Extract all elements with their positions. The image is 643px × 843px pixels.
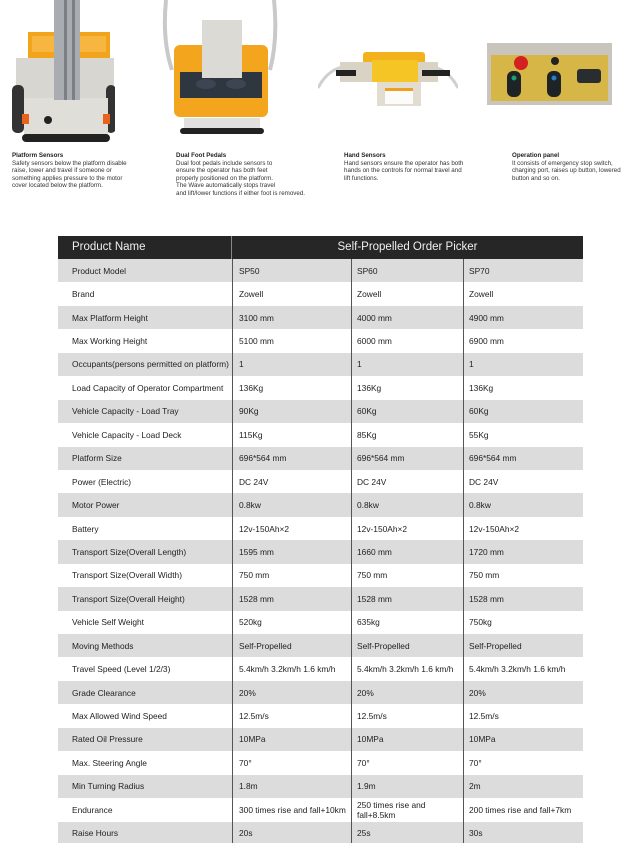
spec-label: Rated Oil Pressure	[72, 734, 143, 745]
spec-label: Endurance	[72, 804, 113, 815]
spec-value-sp70: 1	[463, 353, 583, 376]
spec-value-sp50: Self-Propelled	[232, 634, 351, 657]
feature-text-line: raise, lower and travel if someone or	[12, 167, 112, 175]
spec-value-sp60: 6000 mm	[351, 329, 463, 352]
spec-value-sp50: 12.5m/s	[232, 704, 351, 727]
spec-label: Raise Hours	[72, 828, 119, 839]
spec-value-sp70: 750 mm	[463, 564, 583, 587]
spec-value-sp60: 20%	[351, 681, 463, 704]
feature-text-line: button and so on.	[512, 174, 560, 182]
feature-title: Dual Foot Pedals	[176, 152, 227, 159]
spec-value-sp70: 60Kg	[463, 400, 583, 423]
table-row	[58, 587, 583, 610]
feature-text-line: It consists of emergency stop switch,	[512, 159, 613, 167]
product-type-header: Self-Propelled Order Picker	[337, 241, 478, 253]
spec-label: Battery	[72, 523, 99, 534]
spec-value-sp70: 10MPa	[463, 728, 583, 751]
spec-value-sp70: 70°	[463, 751, 583, 774]
feature-text-line: Hand sensors ensure the operator has both	[344, 159, 464, 167]
feature-text-line: and lift/lower functions if either foot is removed.	[176, 189, 305, 197]
spec-label: Load Capacity of Operator Compartment	[72, 382, 224, 393]
spec-value-sp60: 1528 mm	[351, 587, 463, 610]
spec-table-body	[58, 259, 583, 843]
table-row	[58, 634, 583, 657]
spec-value-sp50: 750 mm	[232, 564, 351, 587]
table-row	[58, 306, 583, 329]
spec-value-sp60: DC 24V	[351, 470, 463, 493]
table-row	[58, 259, 583, 282]
operation-panel-photo	[487, 43, 612, 105]
table-row	[58, 822, 583, 843]
spec-value-sp60: 12.5m/s	[351, 704, 463, 727]
spec-value-sp70: 55Kg	[463, 423, 583, 446]
spec-value-sp60: 635kg	[351, 611, 463, 634]
spec-label: Moving Methods	[72, 640, 134, 651]
feature-text-line: The Wave automatically stops travel	[176, 182, 276, 190]
table-row	[58, 517, 583, 540]
spec-value-sp70: 12v-150Ah×2	[463, 517, 583, 540]
table-row	[58, 798, 583, 821]
feature-text-line: lift functions.	[344, 174, 379, 182]
spec-value-sp60: SP60	[351, 259, 463, 282]
spec-value-sp60: 250 times rise and fall+8.5km	[351, 798, 463, 821]
spec-label: Max Working Height	[72, 336, 148, 347]
spec-value-sp50: 12v-150Ah×2	[232, 517, 351, 540]
table-row	[58, 282, 583, 305]
table-row	[58, 329, 583, 352]
spec-value-sp60: 70°	[351, 751, 463, 774]
spec-value-sp70: 30s	[463, 822, 583, 843]
spec-value-sp60: 1	[351, 353, 463, 376]
feature-title: Operation panel	[512, 152, 560, 159]
table-row	[58, 376, 583, 399]
spec-value-sp50: Zowell	[232, 282, 351, 305]
table-row	[58, 540, 583, 563]
spec-table-header	[58, 236, 583, 259]
spec-value-sp70: Self-Propelled	[463, 634, 583, 657]
hand-sensors-photo	[318, 48, 458, 106]
spec-label: Transport Size(Overall Height)	[72, 593, 185, 604]
spec-label: Vehicle Self Weight	[72, 617, 145, 628]
spec-label: Motor Power	[72, 500, 120, 511]
spec-label: Platform Size	[72, 453, 122, 464]
spec-label: Transport Size(Overall Width)	[72, 570, 182, 581]
feature-hand-sensors	[344, 152, 494, 182]
table-row	[58, 470, 583, 493]
spec-label: Max. Steering Angle	[72, 757, 147, 768]
spec-label: Grade Clearance	[72, 687, 136, 698]
spec-label: Brand	[72, 289, 95, 300]
spec-label: Vehicle Capacity - Load Tray	[72, 406, 179, 417]
spec-label: Power (Electric)	[72, 476, 132, 487]
spec-value-sp50: 3100 mm	[232, 306, 351, 329]
table-row	[58, 611, 583, 634]
spec-value-sp70: 5.4km/h 3.2km/h 1.6 km/h	[463, 657, 583, 680]
spec-value-sp50: 5.4km/h 3.2km/h 1.6 km/h	[232, 657, 351, 680]
spec-value-sp50: 136Kg	[232, 376, 351, 399]
spec-value-sp60: 1660 mm	[351, 540, 463, 563]
spec-value-sp70: Zowell	[463, 282, 583, 305]
spec-value-sp50: 20%	[232, 681, 351, 704]
spec-value-sp50: 20s	[232, 822, 351, 843]
spec-value-sp70: 200 times rise and fall+7km	[463, 798, 583, 821]
table-row	[58, 447, 583, 470]
spec-value-sp70: SP70	[463, 259, 583, 282]
spec-value-sp70: 2m	[463, 775, 583, 798]
feature-text-line: Dual foot pedals include sensors to	[176, 159, 273, 167]
spec-value-sp50: 90Kg	[232, 400, 351, 423]
spec-value-sp60: 60Kg	[351, 400, 463, 423]
spec-value-sp60: 4000 mm	[351, 306, 463, 329]
feature-text-line: ensure the operator has both feet	[176, 167, 268, 175]
spec-value-sp70: DC 24V	[463, 470, 583, 493]
table-row	[58, 493, 583, 516]
table-row	[58, 564, 583, 587]
spec-value-sp60: 12v-150Ah×2	[351, 517, 463, 540]
spec-value-sp60: 696*564 mm	[351, 447, 463, 470]
feature-title: Platform Sensors	[12, 152, 64, 159]
feature-text-line: charging port, raises up button, lowered	[512, 167, 621, 175]
spec-value-sp50: 5100 mm	[232, 329, 351, 352]
spec-value-sp60: 10MPa	[351, 728, 463, 751]
spec-value-sp50: DC 24V	[232, 470, 351, 493]
table-row	[58, 353, 583, 376]
spec-table	[58, 236, 583, 843]
spec-value-sp70: 20%	[463, 681, 583, 704]
spec-value-sp70: 4900 mm	[463, 306, 583, 329]
feature-text-line: something applies pressure to the motor	[12, 174, 123, 182]
spec-value-sp50: 300 times rise and fall+10km	[232, 798, 351, 821]
spec-label: Min Turning Radius	[72, 781, 145, 792]
spec-value-sp70: 696*564 mm	[463, 447, 583, 470]
spec-value-sp60: 750 mm	[351, 564, 463, 587]
table-row	[58, 400, 583, 423]
spec-label: Travel Speed (Level 1/2/3)	[72, 664, 171, 675]
feature-text-line: cover located below the platform.	[12, 182, 103, 190]
spec-value-sp50: 1595 mm	[232, 540, 351, 563]
table-row	[58, 657, 583, 680]
spec-value-sp50: 115Kg	[232, 423, 351, 446]
spec-value-sp70: 0.8kw	[463, 493, 583, 516]
feature-operation-panel	[512, 152, 643, 182]
spec-value-sp50: 10MPa	[232, 728, 351, 751]
spec-value-sp50: 1	[232, 353, 351, 376]
spec-label: Product Model	[72, 265, 126, 276]
spec-value-sp70: 750kg	[463, 611, 583, 634]
spec-label: Transport Size(Overall Length)	[72, 546, 187, 557]
spec-value-sp50: 70°	[232, 751, 351, 774]
spec-value-sp50: 696*564 mm	[232, 447, 351, 470]
spec-value-sp60: Self-Propelled	[351, 634, 463, 657]
spec-label: Max Allowed Wind Speed	[72, 711, 167, 722]
spec-value-sp60: 0.8kw	[351, 493, 463, 516]
platform-sensors-photo	[10, 0, 115, 145]
table-row	[58, 751, 583, 774]
spec-value-sp70: 12.5m/s	[463, 704, 583, 727]
spec-value-sp70: 1720 mm	[463, 540, 583, 563]
product-name-header: Product Name	[58, 236, 232, 259]
table-row	[58, 775, 583, 798]
feature-text-line: hands on the controls for normal travel and	[344, 167, 462, 175]
spec-value-sp60: 1.9m	[351, 775, 463, 798]
spec-value-sp60: 5.4km/h 3.2km/h 1.6 km/h	[351, 657, 463, 680]
spec-value-sp50: 0.8kw	[232, 493, 351, 516]
table-row	[58, 704, 583, 727]
dual-foot-pedals-photo	[160, 0, 280, 140]
feature-platform-sensors	[12, 152, 162, 190]
feature-title: Hand Sensors	[344, 152, 386, 159]
spec-value-sp60: 25s	[351, 822, 463, 843]
feature-text-line: Safety sensors below the platform disable	[12, 159, 127, 167]
spec-value-sp70: 6900 mm	[463, 329, 583, 352]
feature-dual-foot-pedals	[176, 152, 336, 198]
table-row	[58, 423, 583, 446]
spec-label: Occupants(persons permitted on platform)	[72, 359, 229, 370]
table-row	[58, 728, 583, 751]
spec-value-sp60: 85Kg	[351, 423, 463, 446]
spec-label: Vehicle Capacity - Load Deck	[72, 429, 182, 440]
feature-text-line: properly positioned on the platform.	[176, 174, 273, 182]
spec-value-sp50: 1.8m	[232, 775, 351, 798]
spec-value-sp50: 1528 mm	[232, 587, 351, 610]
spec-label: Max Platform Height	[72, 312, 148, 323]
table-row	[58, 681, 583, 704]
spec-value-sp60: Zowell	[351, 282, 463, 305]
spec-value-sp60: 136Kg	[351, 376, 463, 399]
spec-value-sp50: SP50	[232, 259, 351, 282]
spec-value-sp70: 136Kg	[463, 376, 583, 399]
spec-value-sp70: 1528 mm	[463, 587, 583, 610]
spec-value-sp50: 520kg	[232, 611, 351, 634]
